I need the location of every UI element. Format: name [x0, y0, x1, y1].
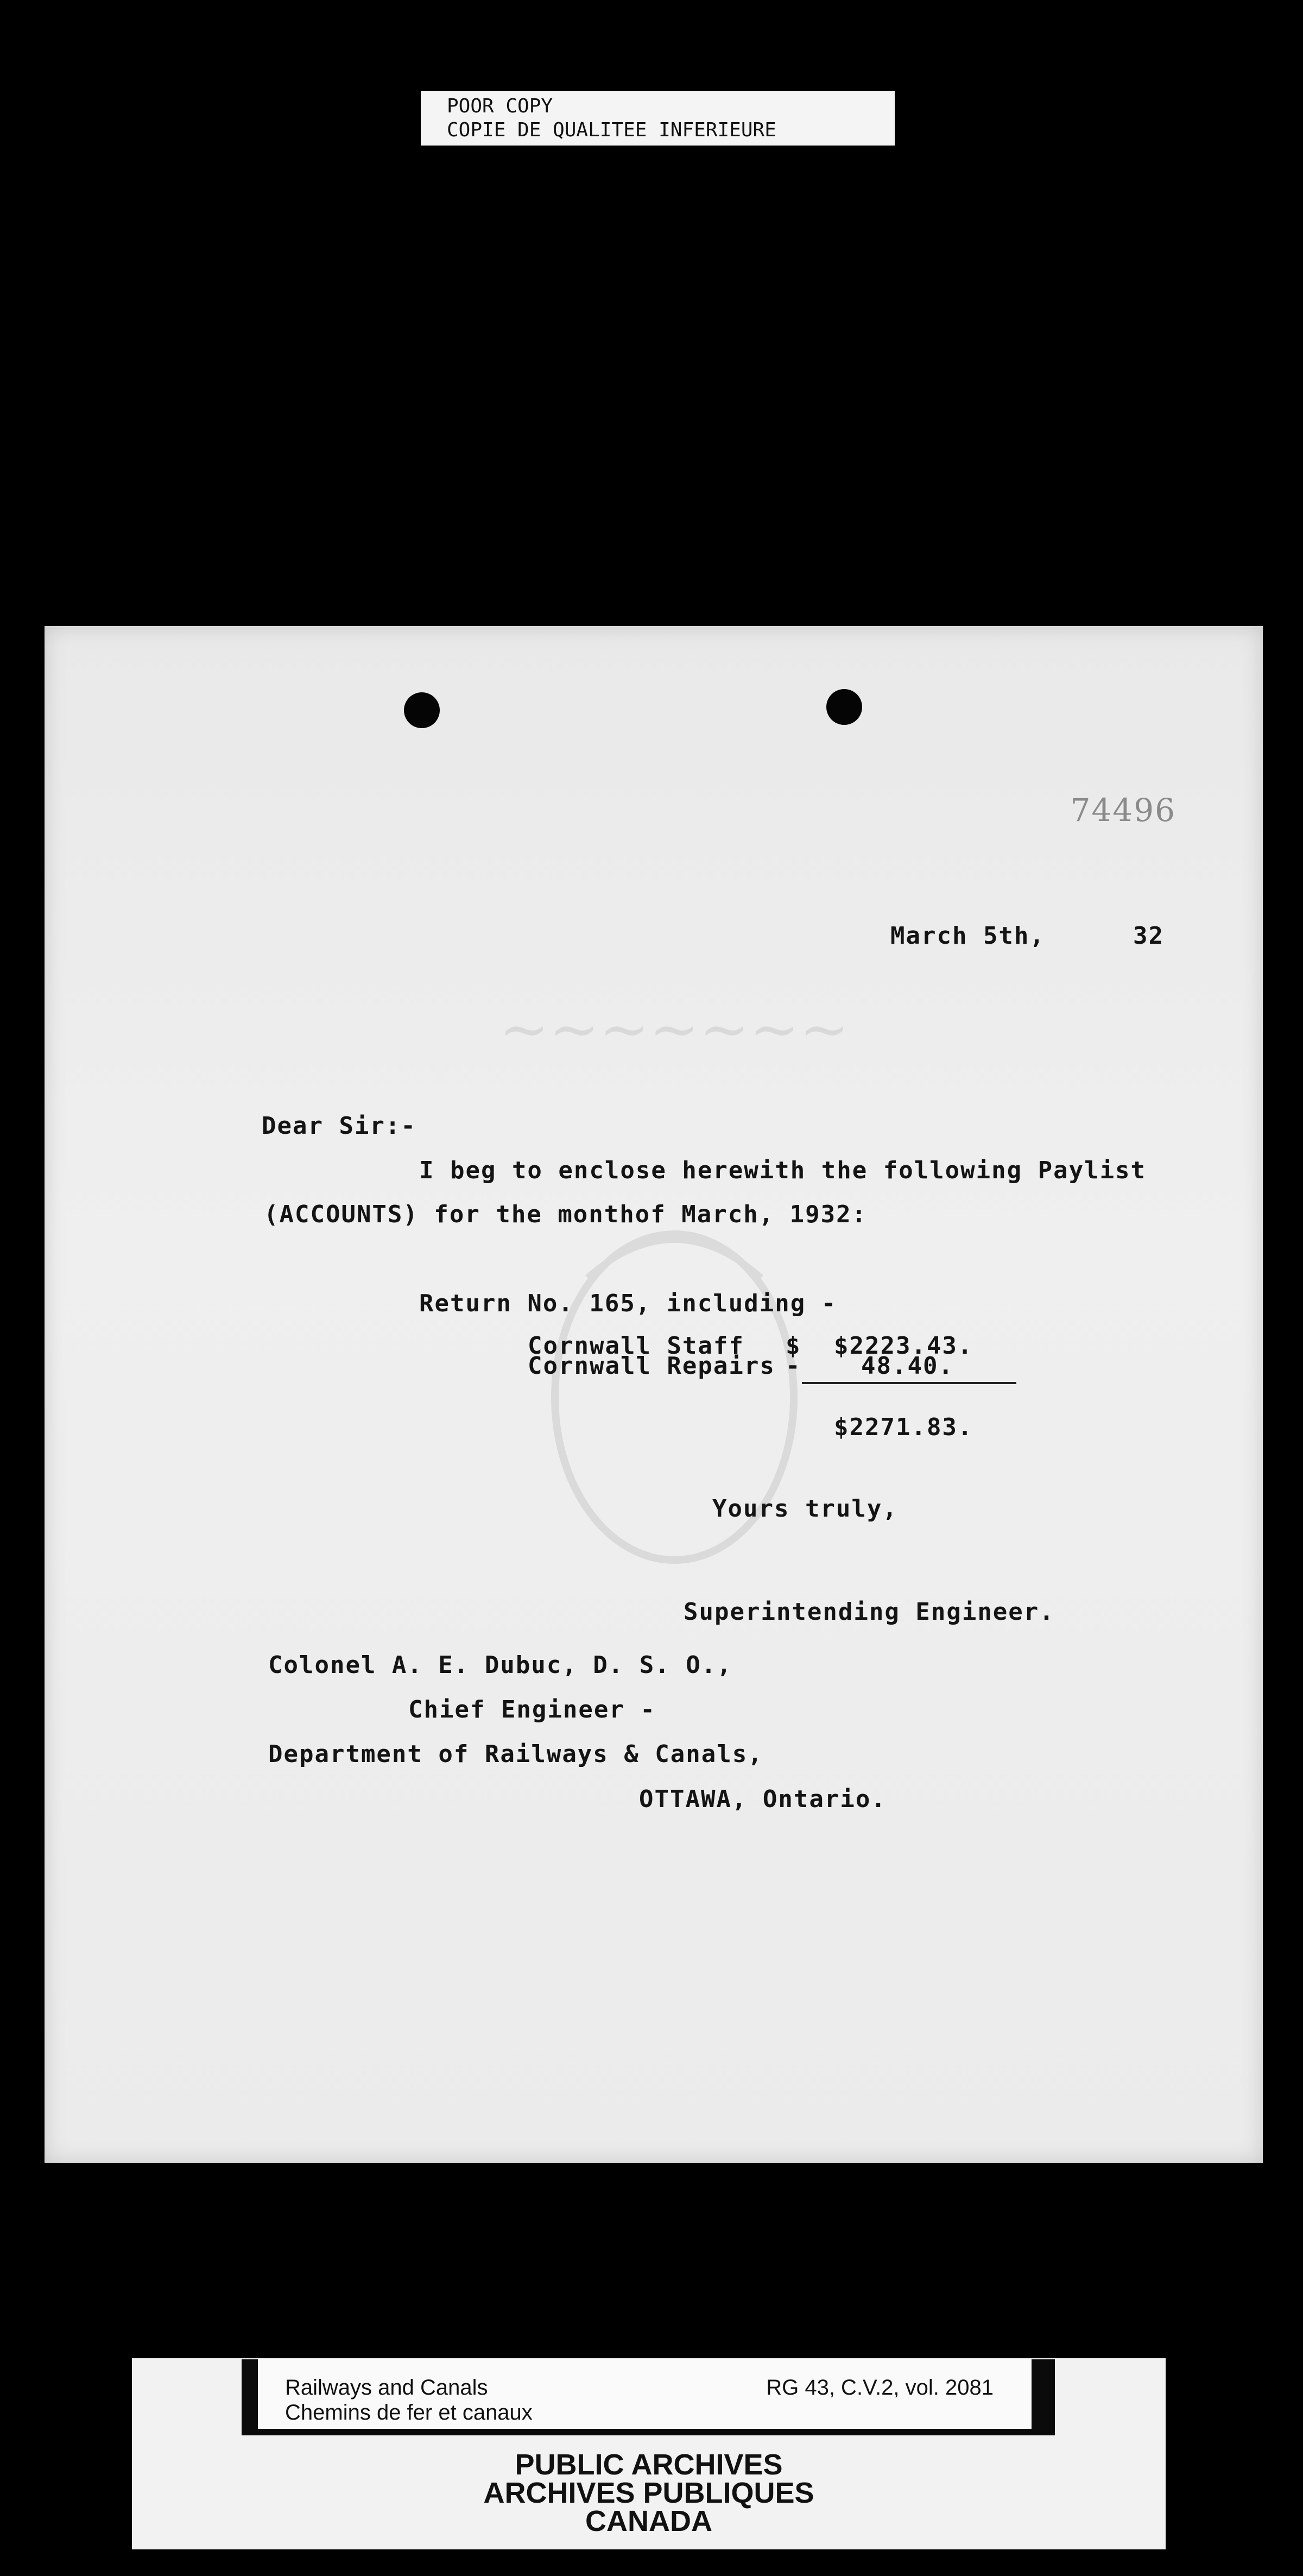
item-label: Cornwall Repairs — [528, 1352, 775, 1380]
punch-hole-left — [404, 692, 440, 728]
body-line-1: I beg to enclose herewith the following Paylist — [419, 1157, 1147, 1184]
archive-stamp-line-2: ARCHIVES PUBLIQUES — [483, 2477, 814, 2509]
series-en: Railways and Canals — [285, 2376, 488, 2400]
punch-hole-right — [826, 689, 862, 725]
sum-underline — [802, 1382, 1016, 1384]
salutation: Dear Sir:- — [262, 1112, 416, 1140]
reference-label — [258, 2359, 1032, 2429]
total-amount: $2271.83. — [834, 1413, 973, 1441]
archive-number: 74496 — [1070, 792, 1176, 829]
reference-number: RG 43, C.V.2, vol. 2081 — [766, 2376, 994, 2400]
closing: Yours truly, — [712, 1495, 898, 1523]
archive-stamp-line-3: CANADA — [585, 2505, 712, 2537]
series-fr: Chemins de fer et canaux — [285, 2401, 533, 2425]
item-sign: - — [786, 1352, 801, 1380]
item-amount: $2223.43. — [834, 1332, 973, 1360]
addressee-title: Chief Engineer - — [408, 1696, 656, 1723]
letter-year: 32 — [1133, 922, 1164, 950]
addressee-name: Colonel A. E. Dubuc, D. S. O., — [268, 1651, 732, 1679]
letter-page — [45, 626, 1263, 2163]
addressee-city: OTTAWA, Ontario. — [639, 1785, 887, 1813]
poor-copy-line-en: POOR COPY — [447, 95, 553, 117]
body-line-2: (ACCOUNTS) for the monthof March, 1932: — [264, 1201, 868, 1228]
addressee-department: Department of Railways & Canals, — [268, 1740, 763, 1768]
item-label: Cornwall Staff — [528, 1332, 744, 1360]
item-amount: 48.40. — [861, 1352, 954, 1380]
poor-copy-line-fr: COPIE DE QUALITEE INFERIEURE — [447, 119, 776, 141]
signatory-title: Superintending Engineer. — [684, 1598, 1055, 1626]
archive-stamp-line-1: PUBLIC ARCHIVES — [515, 2448, 783, 2481]
return-line: Return No. 165, including - — [419, 1290, 837, 1317]
letter-date: March 5th, — [890, 922, 1045, 950]
item-sign: $ — [786, 1332, 801, 1360]
svg-text:~~~~~~~: ~~~~~~~ — [499, 994, 850, 1064]
poor-copy-banner — [421, 91, 895, 146]
